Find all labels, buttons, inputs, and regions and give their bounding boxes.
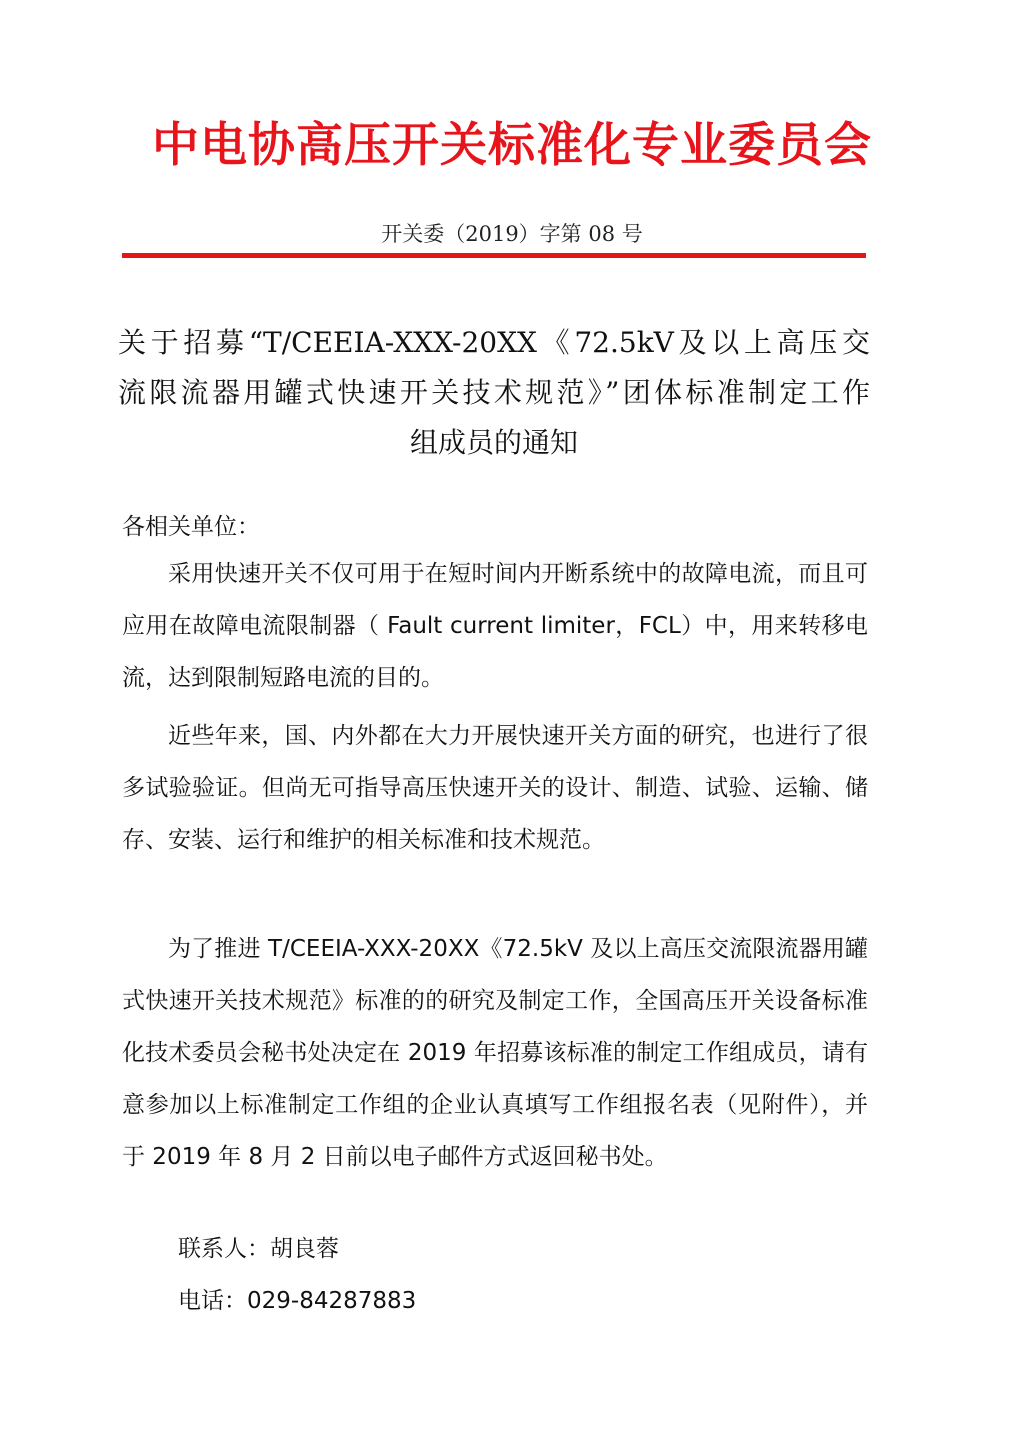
body-paragraph-2-block	[122, 710, 868, 866]
contact-person: 联系人：胡良蓉	[178, 1236, 339, 1262]
document-number: 开关委（2019）字第 08 号	[381, 222, 643, 246]
notice-title-line-2: 流限流器用罐式快速开关技术规范》”团体标准制定工作	[118, 376, 870, 409]
body-paragraph-1-block	[122, 548, 868, 704]
body-paragraph: 近些年来，国、内外都在大力开展快速开关方面的研究，也进行了很多试验验证。但尚无可指导高压快速开关的设计、制造、试验、运输、储存、安装、运行和维护的相关标准和技术规范。	[122, 723, 868, 853]
body-paragraph: 采用快速开关不仅可用于在短时间内开断系统中的故障电流，而且可应用在故障电流限制器（ Fault current limiter，FCL）中，用来转移电流，达到限制短路电流的目的。	[122, 561, 868, 691]
red-divider-line	[122, 253, 866, 258]
notice-title-line-1: 关于招募“T/CEEIA-XXX-20XX《72.5kV及以上高压交	[118, 326, 870, 359]
notice-title	[118, 318, 870, 468]
notice-title-line-3: 组成员的通知	[409, 426, 578, 459]
salutation: 各相关单位：	[122, 514, 260, 540]
contact-phone: 电话：029-84287883	[178, 1288, 417, 1314]
body-paragraph: 为了推进 T/CEEIA-XXX-20XX《72.5kV 及以上高压交流限流器用罐式快速开关技术规范》标准的的研究及制定工作，全国高压开关设备标准化技术委员会秘书处决定在 2019 年招募该标准的制定工作组成员，请有意参加以上标准制定工作组的企业认真填写工作组报名表（见附件），并于 2019 年 8 月 2 日前以电子邮件方式返回秘书处。	[122, 936, 868, 1170]
body-paragraph-3-block	[122, 923, 868, 1183]
organization-header: 中电协高压开关标准化专业委员会	[152, 118, 872, 173]
